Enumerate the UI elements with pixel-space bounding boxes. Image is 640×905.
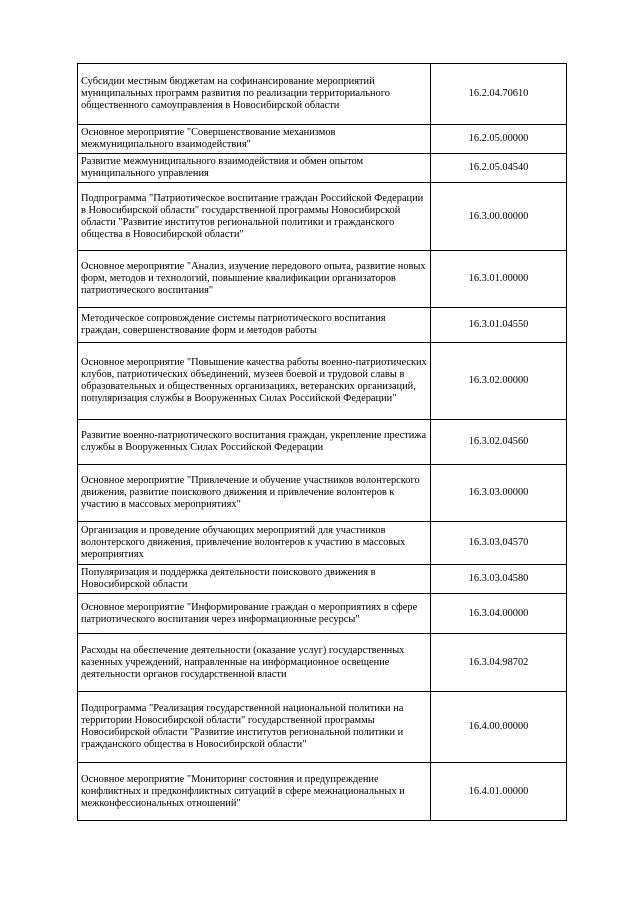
row-code: 16.3.01.04550 [431, 308, 567, 343]
table-row [78, 64, 567, 125]
row-description: Популяризация и поддержка деятельности поискового движения в Новосибирской области [78, 565, 431, 594]
row-description: Основное мероприятие "Мониторинг состояния и предупреждение конфликтных и предконфликтных ситуаций в сфере межнациональных и межконфессиональных отношений" [78, 763, 431, 821]
budget-classification-table [77, 63, 567, 821]
row-code: 16.4.01.00000 [431, 763, 567, 821]
table-row [78, 522, 567, 565]
table-body [78, 64, 567, 821]
row-description: Расходы на обеспечение деятельности (оказание услуг) государственных казенных учреждений, направленные на информационное освещение деятельности органов государственной власти [78, 634, 431, 692]
row-code: 16.3.03.04570 [431, 522, 567, 565]
table-row [78, 308, 567, 343]
row-code: 16.3.04.00000 [431, 594, 567, 634]
row-description: Субсидии местным бюджетам на софинансирование мероприятий муниципальных программ развития по реализации территориального общественного самоуправления в Новосибирской области [78, 64, 431, 125]
table-row [78, 565, 567, 594]
row-code: 16.3.04.98702 [431, 634, 567, 692]
row-description: Подпрограмма "Реализация государственной национальной политики на территории Новосибирской области" государственной программы Новосибирской области "Развитие институтов региональной политики и гражданского общества в Новосибирской области" [78, 692, 431, 763]
row-code: 16.2.05.00000 [431, 125, 567, 154]
row-code: 16.3.02.00000 [431, 343, 567, 420]
table-row [78, 343, 567, 420]
table-row [78, 183, 567, 251]
table-row [78, 594, 567, 634]
row-description: Основное мероприятие "Анализ, изучение передового опыта, развитие новых форм, методов и технологий, повышение квалификации организаторов патриотического воспитания" [78, 251, 431, 308]
row-code: 16.3.03.04580 [431, 565, 567, 594]
table-row [78, 251, 567, 308]
table-row [78, 465, 567, 522]
row-description: Подпрограмма "Патриотическое воспитание граждан Российской Федерации в Новосибирской области" государственной программы Новосибирской области "Развитие институтов региональной политики и гражданского общества в Новосибирской области" [78, 183, 431, 251]
row-description: Организация и проведение обучающих мероприятий для участников волонтерского движения, привлечение волонтеров к участию в массовых мероприятиях [78, 522, 431, 565]
row-description: Методическое сопровождение системы патриотического воспитания граждан, совершенствование форм и методов работы [78, 308, 431, 343]
row-code: 16.3.01.00000 [431, 251, 567, 308]
row-code: 16.3.03.00000 [431, 465, 567, 522]
row-code: 16.2.05.04540 [431, 154, 567, 183]
table-row [78, 692, 567, 763]
row-code: 16.3.00.00000 [431, 183, 567, 251]
row-description: Развитие военно-патриотического воспитания граждан, укрепление престижа службы в Вооруженных Силах Российской Федерации [78, 420, 431, 465]
row-description: Развитие межмуниципального взаимодействия и обмен опытом муниципального управления [78, 154, 431, 183]
row-code: 16.3.02.04560 [431, 420, 567, 465]
row-description: Основное мероприятие "Информирование граждан о мероприятиях в сфере патриотического воспитания через информационные ресурсы" [78, 594, 431, 634]
table-row [78, 154, 567, 183]
row-code: 16.4.00.00000 [431, 692, 567, 763]
row-description: Основное мероприятие "Совершенствование механизмов межмуниципального взаимодействия" [78, 125, 431, 154]
table-row [78, 634, 567, 692]
table-row [78, 763, 567, 821]
row-description: Основное мероприятие "Повышение качества работы военно-патриотических клубов, патриотических объединений, музеев боевой и трудовой славы в образовательных и общественных организациях, ветеранских организаций, популяризация службы в Вооруженных Силах Российской Федерации" [78, 343, 431, 420]
table-row [78, 125, 567, 154]
row-description: Основное мероприятие "Привлечение и обучение участников волонтерского движения, развитие поискового движения и привлечение волонтеров к участию в массовых мероприятиях" [78, 465, 431, 522]
row-code: 16.2.04.70610 [431, 64, 567, 125]
table-row [78, 420, 567, 465]
